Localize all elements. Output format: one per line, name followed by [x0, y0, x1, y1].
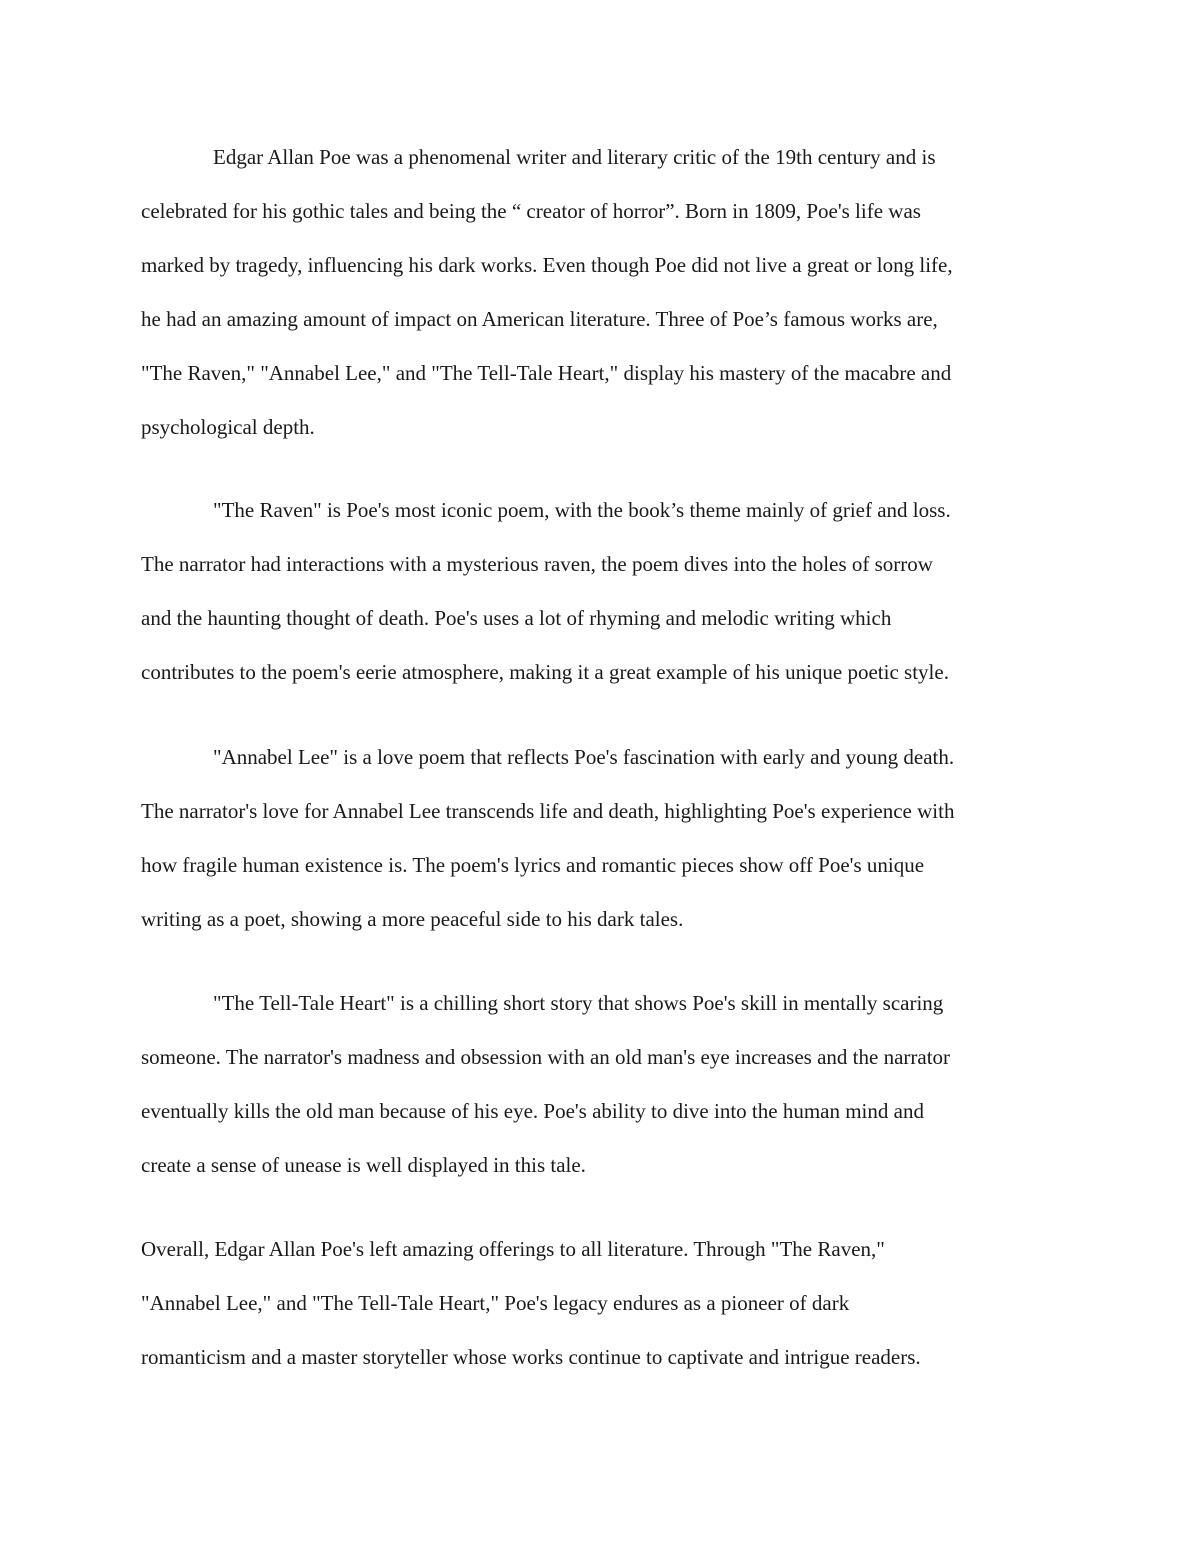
paragraph-the-raven — [141, 483, 1061, 699]
paragraph-line: "Annabel Lee" is a love poem that reflects Poe's fascination with early and young death. — [213, 745, 955, 769]
paragraph-annabel-lee — [141, 730, 1061, 946]
paragraph-tell-tale-heart — [141, 976, 1061, 1192]
paragraph-line: celebrated for his gothic tales and being the “ creator of horror”. Born in 1809, Poe's life was — [141, 199, 921, 223]
paragraph-conclusion — [141, 1222, 1061, 1384]
paragraph-line: The narrator's love for Annabel Lee transcends life and death, highlighting Poe's experience with — [141, 799, 955, 823]
paragraph-line: "The Raven," "Annabel Lee," and "The Tell-Tale Heart," display his mastery of the macabre and — [141, 361, 952, 385]
paragraph-line: romanticism and a master storyteller whose works continue to captivate and intrigue readers. — [141, 1345, 921, 1369]
paragraph-line: Overall, Edgar Allan Poe's left amazing offerings to all literature. Through "The Raven," — [141, 1237, 885, 1261]
paragraph-line: writing as a poet, showing a more peaceful side to his dark tales. — [141, 907, 684, 931]
paragraph-line: Edgar Allan Poe was a phenomenal writer and literary critic of the 19th century and is — [213, 145, 936, 169]
paragraph-line: psychological depth. — [141, 415, 315, 439]
paragraph-line: someone. The narrator's madness and obsession with an old man's eye increases and the narrator — [141, 1045, 951, 1069]
paragraph-line: The narrator had interactions with a mysterious raven, the poem dives into the holes of sorrow — [141, 552, 933, 576]
paragraph-line: how fragile human existence is. The poem's lyrics and romantic pieces show off Poe's unique — [141, 853, 925, 877]
paragraph-line: create a sense of unease is well displayed in this tale. — [141, 1153, 586, 1177]
paragraph-line: eventually kills the old man because of his eye. Poe's ability to dive into the human mind and — [141, 1099, 924, 1123]
paragraph-line: "The Raven" is Poe's most iconic poem, with the book’s theme mainly of grief and loss. — [213, 498, 951, 522]
paragraph-introduction — [141, 130, 1061, 454]
paragraph-line: "Annabel Lee," and "The Tell-Tale Heart," Poe's legacy endures as a pioneer of dark — [141, 1291, 850, 1315]
paragraph-line: marked by tragedy, influencing his dark works. Even though Poe did not live a great or long life, — [141, 253, 953, 277]
paragraph-line: and the haunting thought of death. Poe's uses a lot of rhyming and melodic writing which — [141, 606, 892, 630]
paragraph-line: he had an amazing amount of impact on American literature. Three of Poe’s famous works are, — [141, 307, 938, 331]
paragraph-line: contributes to the poem's eerie atmosphere, making it a great example of his unique poetic style. — [141, 660, 949, 684]
paragraph-line: "The Tell-Tale Heart" is a chilling short story that shows Poe's skill in mentally scaring — [213, 991, 944, 1015]
